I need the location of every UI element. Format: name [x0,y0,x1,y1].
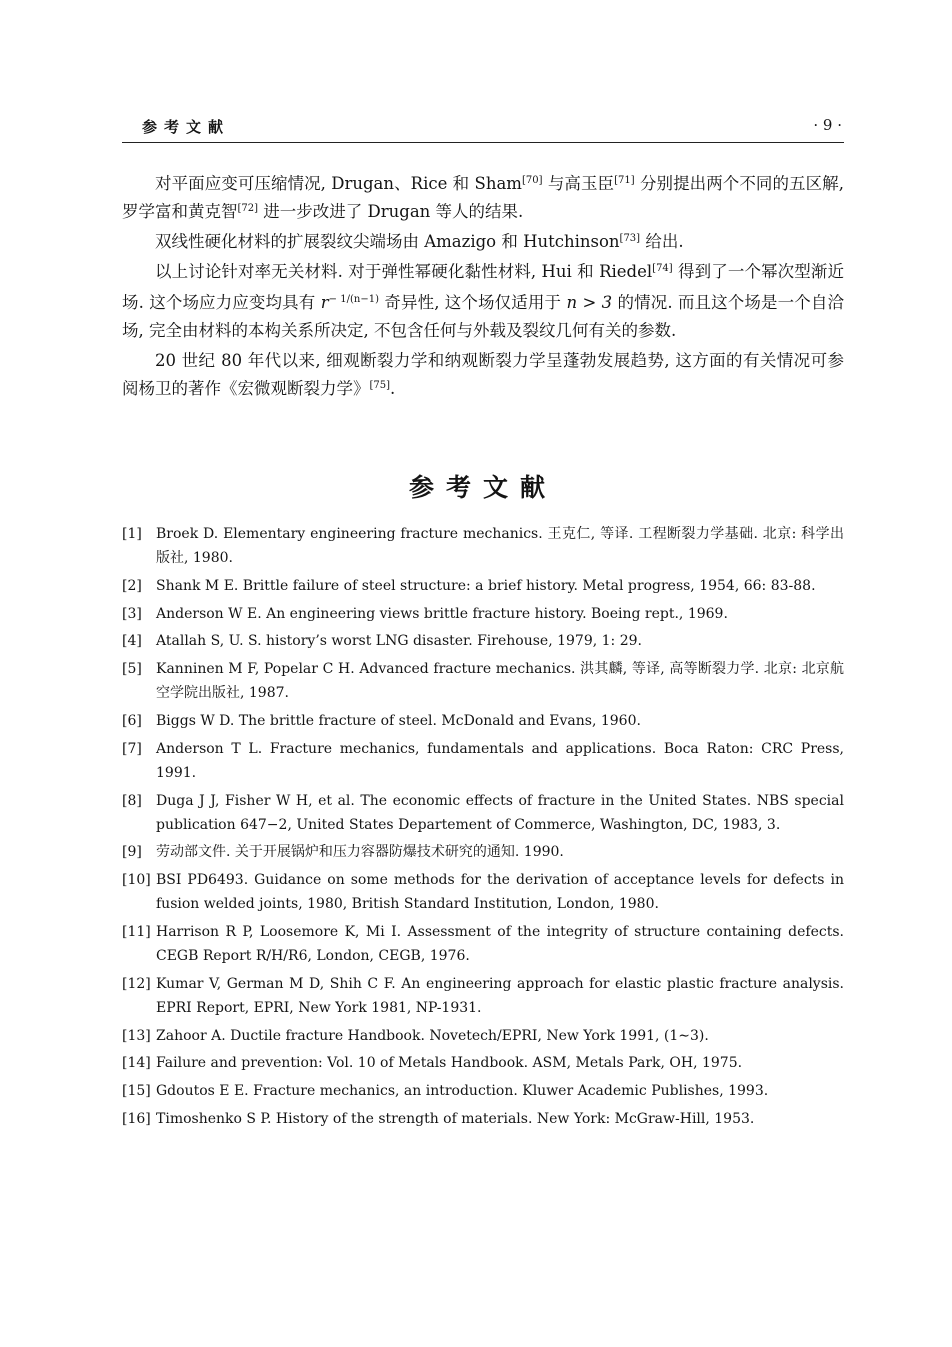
page-number: · 9 · [813,116,842,134]
reference-number: [12] [122,975,151,992]
reference-item [122,602,844,626]
reference-text: Atallah S, U. S. history’s worst LNG disaster. Firehouse, 1979, 1: 29. [156,633,642,650]
reference-item [122,840,844,864]
reference-item [122,1024,844,1048]
paragraph [122,170,844,226]
reference-text: Timoshenko S P. History of the strength of materials. New York: McGraw-Hill, 1953. [156,1110,755,1127]
reference-text: Zahoor A. Ductile fracture Handbook. Novetech/EPRI, New York 1991, (1∼3). [156,1027,709,1044]
reference-number: [3] [122,605,142,622]
paragraph-text: 得到了一个幂次型渐近场. 这个场应力应变均具有 [122,262,844,312]
reference-text: Biggs W D. The brittle fracture of steel. McDonald and Evans, 1960. [156,712,641,729]
reference-text: 劳动部文件. 关于开展锅炉和压力容器防爆技术研究的通知. 1990. [156,844,564,861]
reference-item [122,1107,844,1131]
reference-item [122,522,844,570]
reference-item [122,1079,844,1103]
paragraph-text: 分别提出两个不同的五区解, 罗学富和黄克智 [122,174,844,221]
reference-item [122,972,844,1020]
reference-item [122,1051,844,1075]
math-variable: r [320,293,329,312]
body-text [122,170,844,405]
reference-number: [5] [122,661,142,678]
math-exponent: − 1/(n−1) [328,294,379,305]
paragraph [122,258,844,345]
reference-text: Shank M E. Brittle failure of steel structure: a brief history. Metal progress, 1954, 66: 83-88. [156,577,816,594]
reference-item [122,574,844,598]
reference-number: [16] [122,1110,151,1127]
reference-text: BSI PD6493. Guidance on some methods for the derivation of acceptance levels for defects in fusion welded joints, 1980, British Standard Institution, London, 1980. [156,872,844,913]
reference-item [122,920,844,968]
reference-number: [14] [122,1055,151,1072]
reference-number: [7] [122,740,142,757]
paragraph [122,228,844,256]
reference-text: Broek D. Elementary engineering fracture mechanics. 王克仁, 等译. 工程断裂力学基础. 北京: 科学出版社, 1980. [156,526,844,566]
reference-number: [6] [122,712,142,729]
paragraph [122,347,844,403]
reference-number: [11] [122,923,151,940]
paragraph-text: 进一步改进了 Drugan 等人的结果. [258,202,524,221]
reference-item [122,789,844,837]
reference-item [122,709,844,733]
reference-number: [2] [122,577,142,594]
reference-text: Kumar V, German M D, Shih C F. An engineering approach for elastic plastic fracture analysis. EPRI Report, EPRI, New York 1981, NP-1931. [156,975,844,1016]
paragraph-text: 奇异性, 这个场仅适用于 [379,293,567,312]
paragraph-text: 与高玉臣 [542,174,615,193]
reference-number: [13] [122,1027,151,1044]
reference-item [122,629,844,653]
running-head [122,114,844,143]
paragraph-text: . [390,379,396,398]
section-title: 参考文献 [408,473,557,502]
reference-text: Anderson T L. Fracture mechanics, fundamentals and applications. Boca Raton: CRC Press, 1991. [156,740,844,781]
reference-item [122,868,844,916]
reference-text: Anderson W E. An engineering views brittle fracture history. Boeing rept., 1969. [156,605,728,622]
paragraph-text: 20 世纪 80 年代以来, 细观断裂力学和纳观断裂力学呈蓬勃发展趋势, 这方面的有关情况可参阅杨卫的著作《宏微观断裂力学》 [122,351,844,398]
reference-number: [8] [122,792,142,809]
running-head-title: 参考文献 [142,118,231,136]
paragraph-text: 给出. [640,232,684,251]
reference-text: Harrison R P, Loosemore K, Mi I. Assessment of the integrity of structure containing defects. CEGB Report R/H/R6, London, CEGB, 1976. [156,923,844,964]
reference-number: [15] [122,1083,151,1100]
reference-number: [4] [122,633,142,650]
reference-number: [9] [122,844,142,861]
paragraph-text: 对平面应变可压缩情况, Drugan、Rice 和 Sham [155,174,522,193]
citation: [70] [521,175,543,186]
math-condition: n > 3 [566,293,613,312]
reference-number: [10] [122,872,151,889]
reference-list [122,522,844,1135]
paragraph-text: 以上讨论针对率无关材料. 对于弹性幂硬化黏性材料, Hui 和 Riedel [155,262,653,281]
citation: [71] [614,175,635,186]
citation: [72] [237,203,259,214]
reference-text: Gdoutos E E. Fracture mechanics, an introduction. Kluwer Academic Publishes, 1993. [156,1083,769,1100]
paragraph-text: 的情况. 而且这个场是一个自洽场, 完全由材料的本构关系所决定, 不包含任何与外载及裂纹几何有关的参数. [122,293,844,340]
paragraph-text: 双线性硬化材料的扩展裂纹尖端场由 Amazigo 和 Hutchinson [155,232,620,251]
citation: [74] [652,263,673,274]
reference-item [122,737,844,785]
reference-number: [1] [122,526,142,542]
citation: [73] [619,233,641,244]
reference-text: Kanninen M F, Popelar C H. Advanced fracture mechanics. 洪其麟, 等译, 高等断裂力学. 北京: 北京航空学院出版社, 1987. [156,661,844,702]
reference-text: Duga J J, Fisher W H, et al. The economic effects of fracture in the United States. NBS special publication 647−2, United States Departement of Commerce, Washington, DC, 1983, 3. [156,792,844,833]
citation: [75] [369,380,391,391]
reference-item [122,657,844,705]
reference-text: Failure and prevention: Vol. 10 of Metals Handbook. ASM, Metals Park, OH, 1975. [156,1055,743,1072]
